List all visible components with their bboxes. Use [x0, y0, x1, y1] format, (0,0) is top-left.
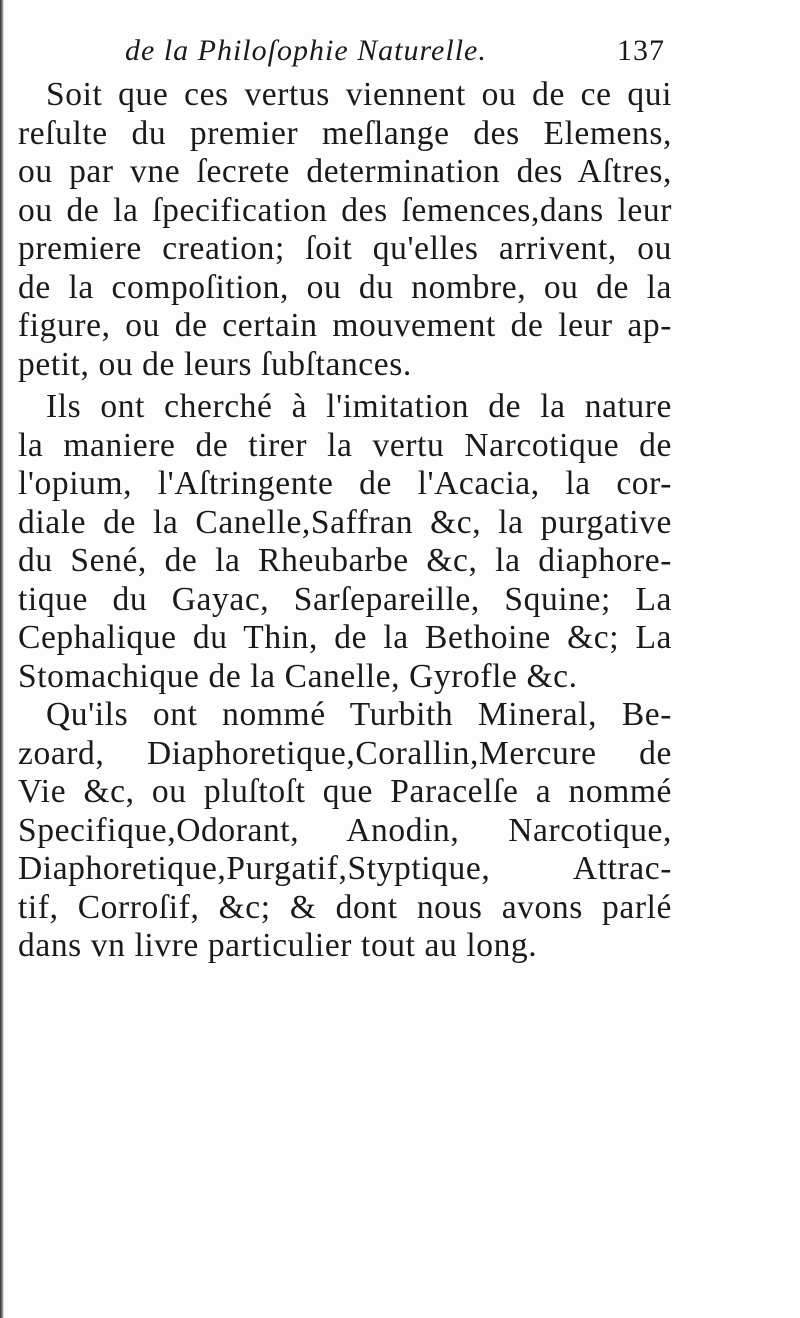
text-line: Specifique,Odorant, Anodin, Narcotique, [18, 811, 672, 849]
text-line: Diaphoretique,Purgatif,Styptique, Attrac- [18, 850, 672, 887]
text-line: la maniere de tirer la vertu Narcotique de [18, 426, 672, 464]
text-line: diale de la Canelle,Saffran &c, la purgative [18, 503, 672, 541]
text-line: Qu'ils ont nommé Turbith Mineral, Be- [46, 696, 672, 733]
text-line: zoard, Diaphoretique,Corallin,Mercure de [18, 734, 672, 772]
text-line: du Sené, de la Rheubarbe &c, la diaphore- [18, 542, 672, 579]
page-binding-edge [0, 0, 4, 1318]
text-line: Ils ont cherché à l'imitation de la nature [46, 388, 672, 425]
text-line: dans vn livre particulier tout au long. [18, 927, 538, 964]
text-line: Cephalique du Thin, de la Bethoine &c; La [18, 619, 672, 656]
text-line: reſulte du premier meſlange des Elemens, [18, 114, 672, 152]
page-number: 137 [617, 34, 665, 67]
text-line: ou de la ſpecification des ſemences,dans leur [18, 191, 672, 229]
text-line: premiere creation; ſoit qu'elles arrivent, ou [18, 230, 672, 267]
text-line: Vie &c, ou pluſtoſt que Paracelſe a nommé [18, 773, 672, 810]
text-line: figure, ou de certain mouvement de leur ap- [18, 307, 672, 344]
text-line: Soit que ces vertus viennent ou de ce qui [46, 76, 672, 113]
text-line: de la compoſition, ou du nombre, ou de la [18, 268, 672, 306]
text-line: l'opium, l'Aſtringente de l'Acacia, la cor- [18, 465, 672, 502]
paragraph-1 [18, 76, 672, 384]
text-line: tif, Corroſif, &c; & dont nous avons parlé [18, 888, 672, 926]
text-line: tique du Gayac, Sarſepareille, Squine; La [18, 580, 672, 618]
text-line: petit, ou de leurs ſubſtances. [18, 345, 412, 383]
text-line: Stomachique de la Canelle, Gyrofle &c. [18, 657, 578, 695]
running-title: de la Philoſophie Naturelle. [125, 34, 487, 67]
body-text [18, 76, 672, 966]
paragraph-3 [18, 696, 672, 966]
text-line: ou par vne ſecrete determination des Aſtres, [18, 153, 672, 190]
running-head [125, 34, 665, 74]
paragraph-2 [18, 388, 672, 696]
